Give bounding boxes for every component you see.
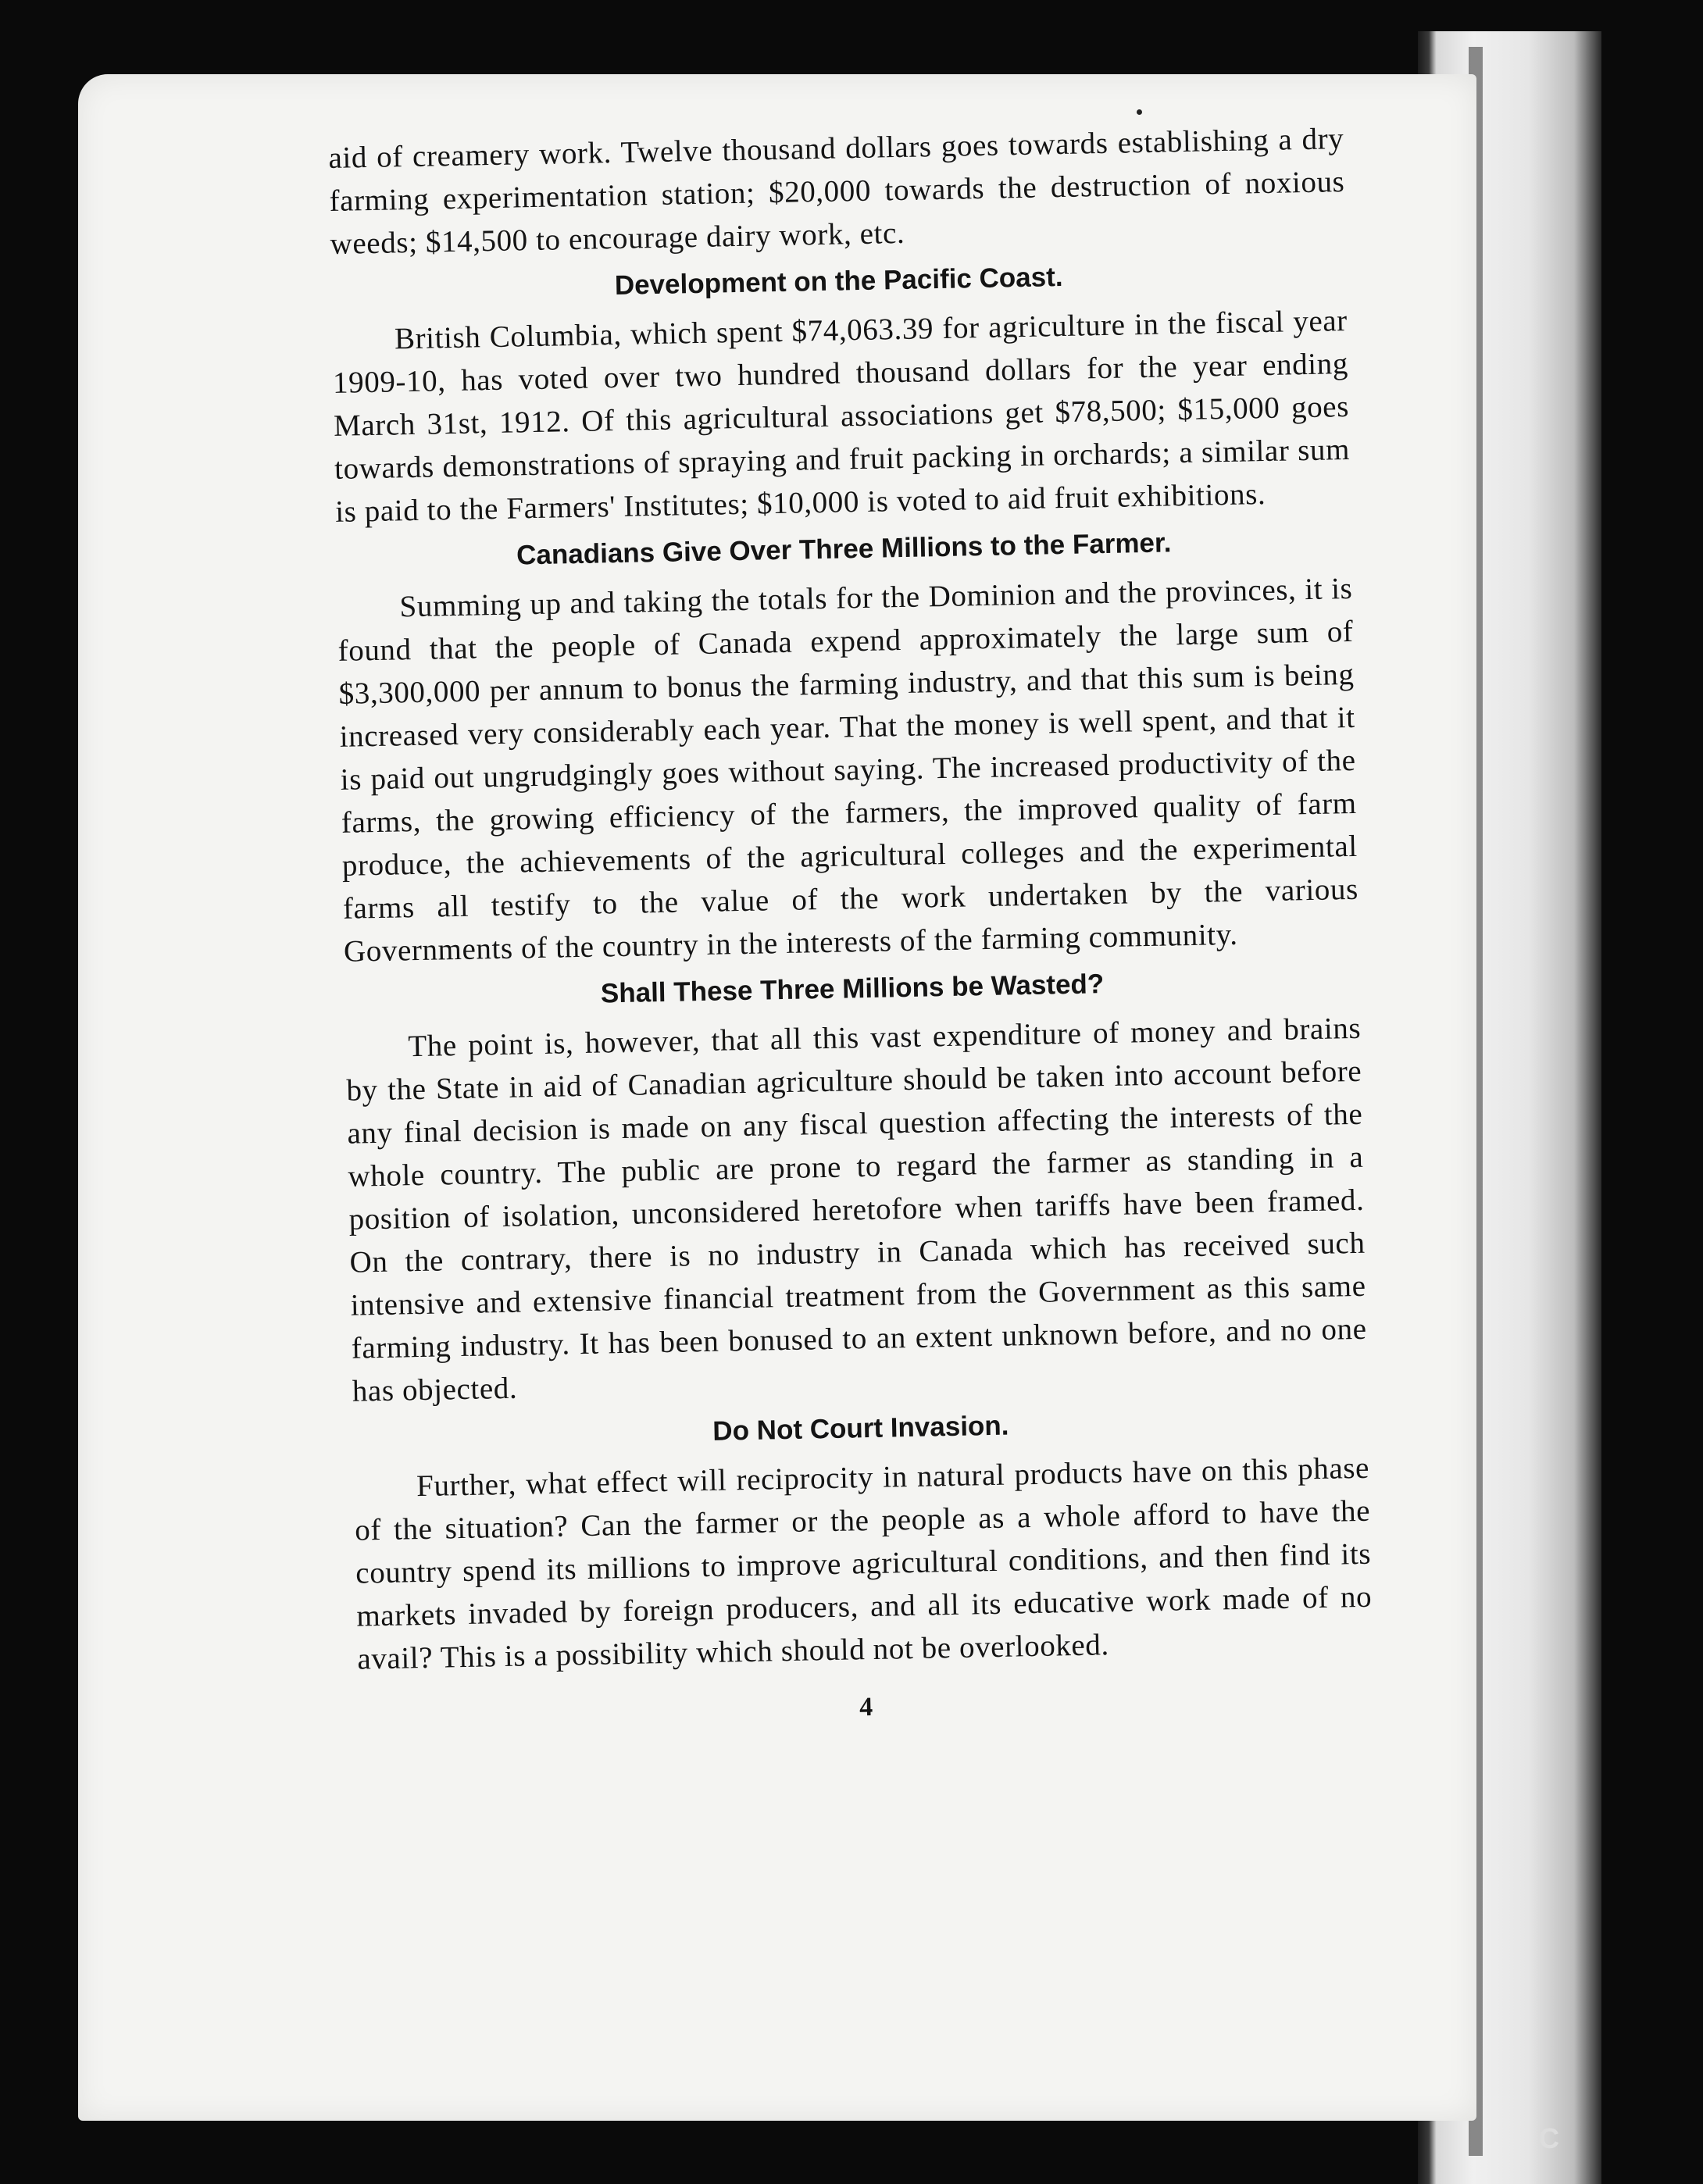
section-body-three-millions: Summing up and taking the totals for the Dominion and the provinces, it is found that the people of Canada expend approximately the large sum of $3,300,000 per annum to bonus the farming industry, and that this sum is being increased very considerably each year. That the money is well spent, and that it is paid out ungrudgingly goes without saying. The increased productivity of the farms, the growing efficiency of the farmers, the improved quality of farm produce, the achievements of the agricultural colleges and the experimental farms all testify to the value of the work undertaken by the various Governments of the country in the interests of the farming community. (337, 571, 1359, 969)
section-heading-wasted: Shall These Three Millions be Wasted? (600, 969, 1105, 1009)
page-number: 4 (859, 1692, 873, 1722)
section-body-wasted: The point is, however, that all this vast expenditure of money and brains by the State in aid of Canadian agriculture should be taken into account before any final decision is made on any fiscal question affecting the interests of the whole country. The public are prone to regard the farmer as standing in a position of isolation, unconsidered heretofore when tariffs have been framed. On the contrary, there is no industry in Canada which has received such intensive and extensive financial treatment from the Government as this same farming industry. It has been bonused to an extent unknown before, and no one has objected. (346, 1011, 1367, 1408)
page-content (328, 117, 1374, 1733)
section-body-invasion: Further, what effect will reciprocity in natural products have on this phase of the situation? Can the farmer or the people as a whole afford to have the country spend its millions to improve agricultural conditions, and then find its markets invaded by foreign producers, and all its educative work made of no avail? This is a possibility which should not be overlooked. (354, 1451, 1373, 1676)
intro-paragraph: aid of creamery work. Twelve thousand dollars goes towards establishing a dry farming experimentation station; $20,000 towards the destruction of noxious weeds; $14,500 to encourage dairy work, etc. (328, 122, 1345, 261)
section-body-pacific-coast: British Columbia, which spent $74,063.39 for agriculture in the fiscal year 1909-10, has voted over two hundred thousand dollars for the year ending March 31st, 1912. Of this agricultural associations get $78,500; $15,000 goes towards demonstrations of spraying and fruit packing in orchards; a similar sum is paid to the Farmers' Institutes; $10,000 is voted to aid fruit exhibitions. (332, 303, 1351, 529)
section-heading-three-millions: Canadians Give Over Three Millions to the Farmer. (516, 527, 1172, 571)
section-heading-invasion: Do Not Court Invasion. (712, 1410, 1009, 1447)
speck (1137, 109, 1142, 115)
edge-glyph: C (1539, 2122, 1559, 2154)
section-heading-pacific-coast: Development on the Pacific Coast. (614, 261, 1063, 301)
